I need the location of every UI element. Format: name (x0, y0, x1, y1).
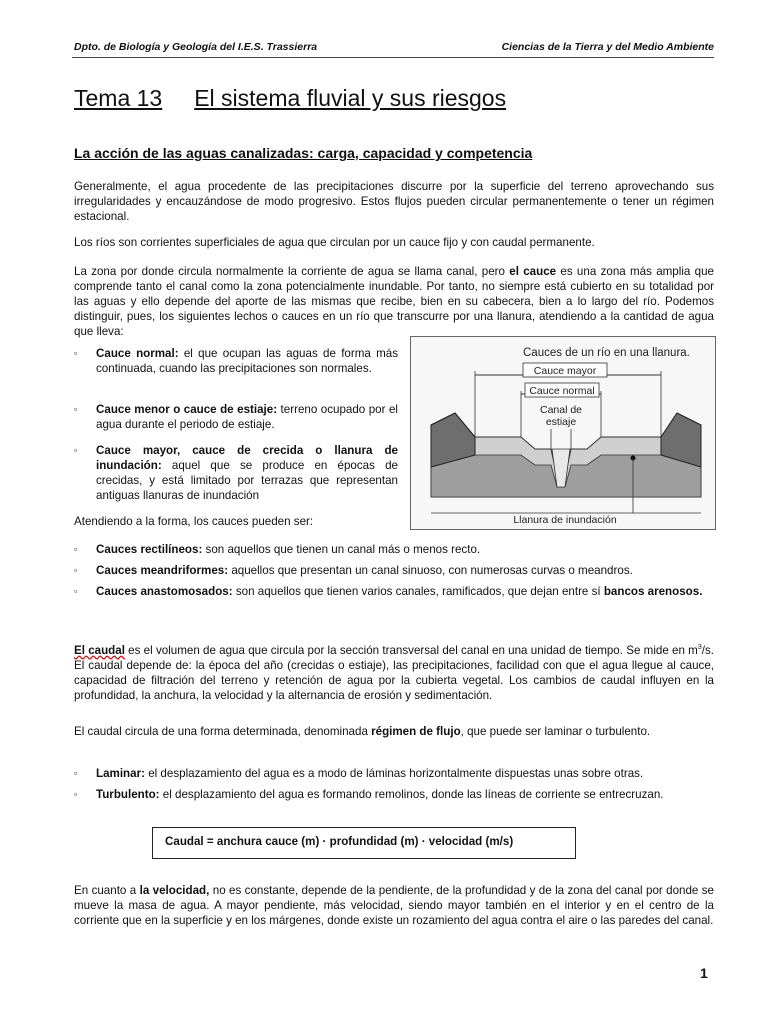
label-llanura: Llanura de inundación (513, 514, 617, 526)
header-right: Ciencias de la Tierra y del Medio Ambiente (501, 41, 714, 53)
paragraph-cauce: La zona por donde circula normalmente la corriente de agua se llama canal, pero el cauce es una zona más amplia que comprende tanto el canal como la zona potencialmente inundable. Por tanto, no siempre está cubierto en su totalidad por las aguas y ello depende del aporte de las mismas que recibe, bien en su cabecera, bien a lo largo del río. Podemos distinguir, pues, los siguientes lechos o cauces en un río que transcurre por una llanura, atendiendo a la cantidad de agua que lleva: (74, 265, 714, 338)
title-text: El sistema fluvial y sus riesgos (194, 85, 507, 111)
label-cauce-mayor: Cauce mayor (533, 365, 597, 377)
paragraph-intro: Generalmente, el agua procedente de las precipitaciones discurre por la superficie del terreno aprovechando sus irregularidades y encauzándose de modo progresivo. Estos flujos pueden circular permanentemente o tener un régimen estacional. (74, 180, 714, 223)
term-la-velocidad: la velocidad, (139, 884, 210, 897)
formula-box (152, 827, 576, 859)
paragraph-rios: Los ríos son corrientes superficiales de agua que circulan por un cauce fijo y con caudal permanente. (74, 236, 595, 249)
list-item-cauce-menor: Cauce menor o cauce de estiaje: terreno ocupado por el agua durante el periodo de estiaje. (96, 403, 398, 431)
bullet-icon: ▫ (74, 348, 78, 358)
paragraph-caudal: El caudal es el volumen de agua que circula por la sección transversal del canal en una unidad de tiempo. Se mide en $m^3/s$. El caudal depende de: la época del año (crecidas o estiaje), las precipitaciones, facilidad con que el agua llegue al cauce, capacidad de filtración del terreno y retención de agua por la cubierta vegetal. Los cambios de caudal influyen en la profundidad, la anchura, la velocidad y la alternancia de erosión y sedimentación. (74, 643, 714, 702)
title-number: Tema 13 (74, 85, 163, 111)
term-el-cauce: el cauce (509, 265, 557, 278)
paragraph-regimen: El caudal circula de una forma determinada, denominada régimen de flujo, que puede ser laminar o turbulento. (74, 725, 651, 738)
list-item-turbulento: Turbulento: el desplazamiento del agua es formando remolinos, donde las líneas de corriente se entrecruzan. (96, 788, 664, 801)
figure-title: Cauces de un río en una llanura. (523, 347, 690, 359)
formula-caudal: Caudal = anchura cauce (m) · profundidad (m) · velocidad (m/s) (165, 835, 514, 848)
bullet-icon: ▫ (74, 544, 78, 554)
list-item-cauce-normal: Cauce normal: el que ocupan las aguas de forma más continuada, cuando las precipitaciones son normales. (96, 347, 398, 375)
section-heading: La acción de las aguas canalizadas: carga, capacidad y competencia (74, 145, 533, 161)
list-item-meandriformes: Cauces meandriformes: aquellos que presentan un canal sinuoso, con numerosas curvas o meandros. (96, 564, 633, 577)
label-cauce-normal: Cauce normal (529, 385, 595, 397)
label-estiaje: estiaje (545, 416, 577, 428)
term-regimen-de-flujo: régimen de flujo (371, 725, 461, 738)
bullet-icon: ▫ (74, 565, 78, 575)
header-left: Dpto. de Biología y Geología del I.E.S. Trassierra (74, 41, 318, 53)
cauces-figure (410, 336, 716, 530)
list-item-anastomosados: Cauces anastomosados: son aquellos que tienen varios canales, ramificados, que dejan entre sí bancos arenosos. (96, 585, 703, 598)
bullet-icon: ▫ (74, 445, 78, 455)
bullet-icon: ▫ (74, 768, 78, 778)
page-number: 1 (700, 965, 708, 981)
bullet-icon: ▫ (74, 789, 78, 799)
list-item-laminar: Laminar: el desplazamiento del agua es a modo de láminas horizontalmente dispuestas unas sobre otras. (96, 767, 644, 780)
paragraph-velocidad: En cuanto a la velocidad, no es constante, depende de la pendiente, de la profundidad y de la zona del canal por donde se mueve la masa de agua. A mayor pendiente, más velocidad, siendo mayor también en el interior y en el centro de la corriente que en la superficie y en los márgenes, donde existe un rozamiento del agua contra el aire o las paredes del canal. (74, 884, 715, 927)
list-item-rectilineos: Cauces rectilíneos: son aquellos que tienen un canal más o menos recto. (96, 543, 481, 556)
header-rule (72, 57, 714, 58)
list-item-cauce-mayor: Cauce mayor, cauce de crecida o llanura de inundación: aquel que se produce en épocas de crecidas, y está limitado por terrazas que representan antiguas llanuras de inundación (96, 444, 398, 502)
bullet-icon: ▫ (74, 404, 78, 414)
term-el-caudal: El caudal (74, 643, 125, 657)
page-title (74, 85, 506, 112)
bullet-icon: ▫ (74, 586, 78, 596)
label-canal-de: Canal de (539, 404, 583, 416)
river-cross-section-diagram (411, 337, 715, 529)
paragraph-forma-intro: Atendiendo a la forma, los cauces pueden ser: (74, 515, 314, 528)
page-header (74, 41, 714, 53)
